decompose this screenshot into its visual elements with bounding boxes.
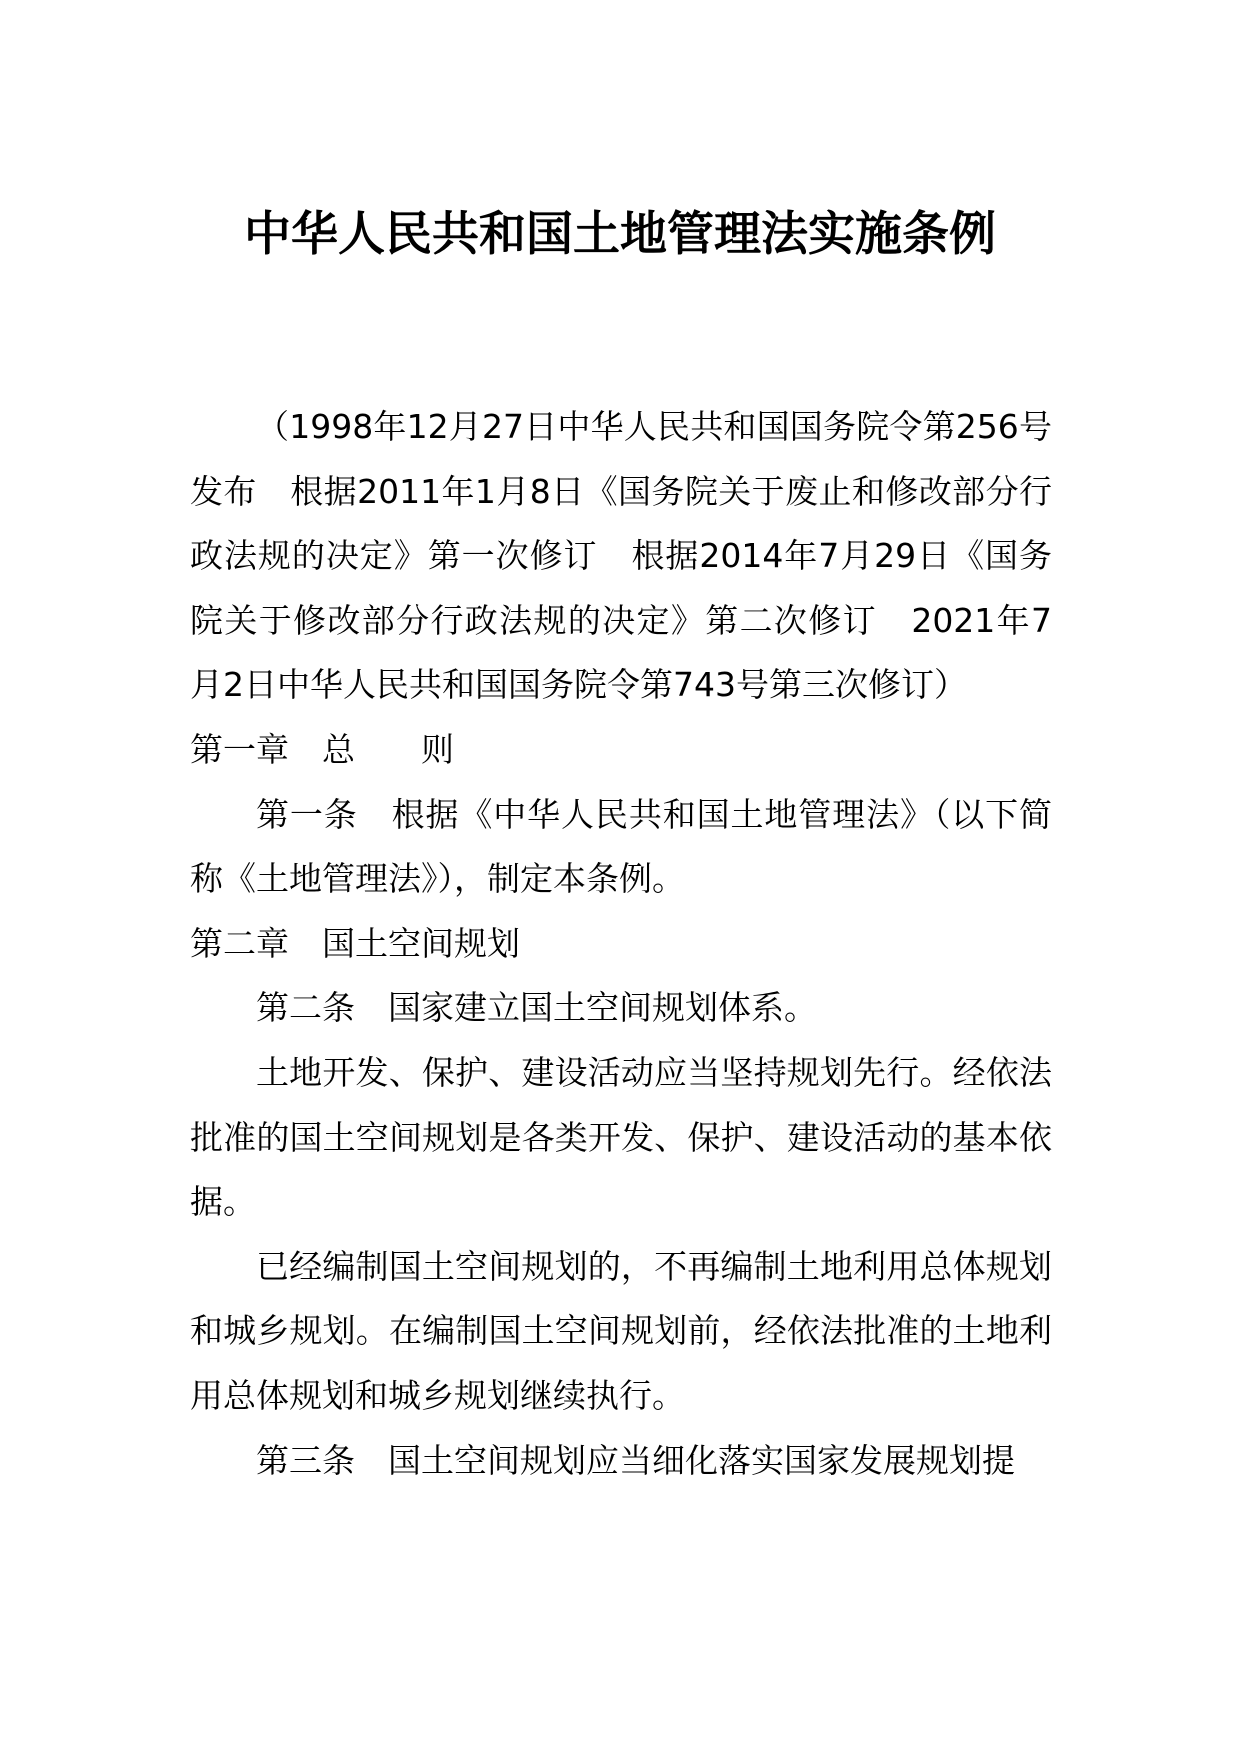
chapter-heading	[190, 718, 1052, 783]
document-title: 中华人民共和国土地管理法实施条例	[244, 207, 996, 262]
chapter-label: 第一章	[190, 729, 289, 769]
article-label: 第二条	[256, 988, 355, 1028]
body-paragraph: 已经编制国土空间规划的，不再编制土地利用总体规划和城乡规划。在编制国土空间规划前，经依法批准的土地利用总体规划和城乡规划继续执行。	[190, 1246, 1052, 1415]
article-label: 第一条	[256, 794, 358, 834]
article-text: 根据《中华人民共和国土地管理法》（以下简称《土地管理法》），制定本条例。	[190, 794, 1053, 899]
article-text: 国土空间规划应当细化落实国家发展规划提	[388, 1440, 1015, 1480]
article-paragraph	[190, 976, 1052, 1041]
body-paragraph: 土地开发、保护、建设活动应当坚持规划先行。经依法批准的国土空间规划是各类开发、保护、建设活动的基本依据。	[190, 1052, 1052, 1222]
chapter-name: 总 则	[322, 729, 454, 769]
chapter-label: 第二章	[190, 923, 289, 963]
article-text: 国家建立国土空间规划体系。	[388, 988, 817, 1028]
preamble-paragraph: （1998年12月27日中华人民共和国国务院令第256号发布 根据2011年1月8日《国务院关于废止和修改部分行政法规的决定》第一次修订 根据2014年7月29日《国务院关于修改部分行政法规的决定》第二次修订 2021年7月2日中华人民共和国国务院令第743号第三次修订）	[190, 407, 1052, 705]
chapter-name: 国土空间规划	[322, 923, 520, 963]
document-body	[190, 395, 1052, 1493]
article-label: 第三条	[256, 1440, 355, 1480]
chapter-heading	[190, 912, 1052, 977]
article-paragraph	[190, 1429, 1052, 1494]
article-paragraph	[190, 783, 1052, 912]
